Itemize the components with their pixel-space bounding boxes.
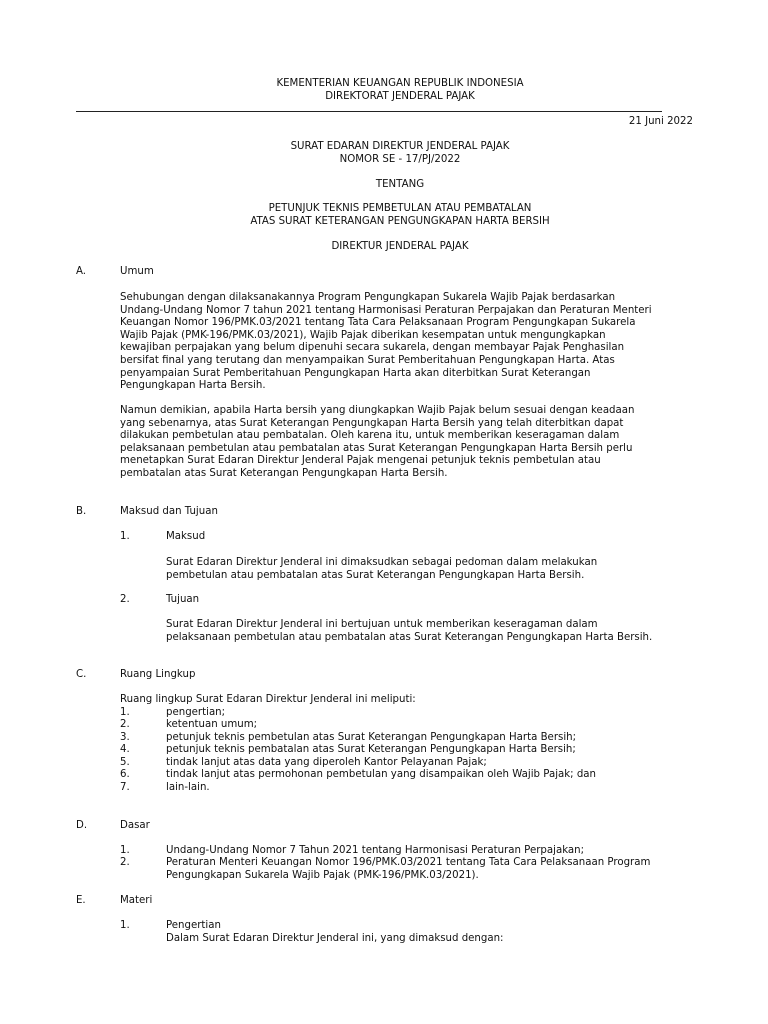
section-e-heading: Materi	[120, 895, 153, 906]
section-e-item-1-number: 1.	[120, 920, 130, 931]
section-e-letter: E.	[76, 895, 86, 906]
section-e-item-1-title: Pengertian	[166, 920, 221, 931]
text-line: dilakukan pembetulan atau pembatalan. Oleh karena itu, untuk memberikan keseragaman dalam	[120, 430, 620, 442]
subject-line-2: ATAS SURAT KETERANGAN PENGUNGKAPAN HARTA BERSIH	[250, 216, 550, 227]
list-number: 6.	[120, 769, 130, 780]
section-b-letter: B.	[76, 506, 87, 517]
section-a-letter: A.	[76, 266, 87, 277]
section-b-item-1-number: 1.	[120, 531, 130, 542]
section-b-item-1-title: Maksud	[166, 531, 206, 542]
section-c-heading: Ruang Lingkup	[120, 669, 196, 680]
issuer-title: DIREKTUR JENDERAL PAJAK	[331, 241, 469, 252]
section-a-heading: Umum	[120, 266, 154, 277]
text-line: Keuangan Nomor 196/PMK.03/2021 tentang Tata Cara Pelaksanaan Program Pengungkapan Sukarela	[120, 317, 636, 329]
subject-line-1: PETUNJUK TEKNIS PEMBETULAN ATAU PEMBATALAN	[268, 203, 532, 214]
section-a-paragraph-1	[120, 292, 652, 393]
section-b-item-2-title: Tujuan	[166, 594, 200, 605]
list-number: 5.	[120, 757, 130, 768]
text-line: bersifat final yang terutang dan menyampaikan Surat Pemberitahuan Pengungkapan Harta. Atas	[120, 354, 615, 366]
text-line: yang sebenarnya, atas Surat Keterangan Pengungkapan Harta Bersih yang telah diterbitkan dapat	[120, 417, 624, 429]
text-line: pembetulan atau pembatalan atas Surat Keterangan Pengungkapan Harta Bersih.	[166, 569, 585, 581]
directorate-name: DIREKTORAT JENDERAL PAJAK	[325, 91, 475, 102]
text-line: pelaksanaan pembetulan atau pembatalan atas Surat Keterangan Pengungkapan Harta Bersih.	[166, 631, 653, 643]
section-b-item-2-text	[166, 619, 652, 644]
text-line: Sehubungan dengan dilaksanakannya Program Pengungkapan Sukarela Wajib Pajak berdasarkan	[120, 292, 616, 303]
text-line: Undang-Undang Nomor 7 tahun 2021 tentang Harmonisasi Peraturan Perpajakan dan Peraturan Menteri	[120, 304, 652, 316]
list-number: 1.	[120, 707, 130, 718]
text-line: penyampaian Surat Pemberitahuan Pengungkapan Harta akan diterbitkan Surat Keterangan	[120, 367, 591, 379]
list-item	[166, 857, 650, 882]
text-line: Namun demikian, apabila Harta bersih yang diungkapkan Wajib Pajak belum sesuai dengan keadaan	[120, 405, 635, 416]
section-d-heading: Dasar	[120, 820, 150, 831]
section-d-letter: D.	[76, 820, 88, 831]
section-e-item-1-text: Dalam Surat Edaran Direktur Jenderal ini, yang dimaksud dengan:	[166, 933, 504, 944]
list-number: 4.	[120, 744, 130, 755]
text-line: kewajiban perpajakan yang belum dipenuhi secara sukarela, dengan membayar Pajak Penghasilan	[120, 342, 625, 354]
text-line: Pengungkapan Harta Bersih.	[120, 380, 266, 392]
list-item: lain-lain.	[166, 782, 210, 793]
ministry-name: KEMENTERIAN KEUANGAN REPUBLIK INDONESIA	[276, 78, 524, 89]
document-number: NOMOR SE - 17/PJ/2022	[339, 154, 461, 165]
list-number: 2.	[120, 719, 130, 730]
section-b-item-1-text	[166, 557, 597, 582]
list-item: tindak lanjut atas permohonan pembetulan yang disampaikan oleh Wajib Pajak; dan	[166, 769, 596, 780]
text-line: Pengungkapan Sukarela Wajib Pajak (PMK-196/PMK.03/2021).	[166, 869, 479, 881]
document-type: SURAT EDARAN DIREKTUR JENDERAL PAJAK	[290, 141, 510, 152]
list-number: 3.	[120, 732, 130, 743]
list-item: pengertian;	[166, 707, 226, 718]
document-date: 21 Juni 2022	[628, 116, 693, 127]
text-line: menetapkan Surat Edaran Direktur Jenderal Pajak mengenai petunjuk teknis pembetulan atau	[120, 455, 601, 467]
section-b-item-2-number: 2.	[120, 594, 130, 605]
text-line: pelaksanaan pembetulan atau pembatalan atas Surat Keterangan Pengungkapan Harta Bersih perlu	[120, 442, 633, 454]
list-number: 7.	[120, 782, 130, 793]
section-c-intro: Ruang lingkup Surat Edaran Direktur Jenderal ini meliputi:	[120, 694, 416, 705]
list-number: 2.	[120, 857, 130, 868]
about-label: TENTANG	[375, 179, 425, 190]
section-b-heading: Maksud dan Tujuan	[120, 506, 218, 517]
text-line: Surat Edaran Direktur Jenderal ini dimaksudkan sebagai pedoman dalam melakukan	[166, 557, 598, 568]
list-item: Undang-Undang Nomor 7 Tahun 2021 tentang Harmonisasi Peraturan Perpajakan;	[166, 845, 585, 856]
section-c-letter: C.	[76, 669, 87, 680]
list-item: petunjuk teknis pembatalan atas Surat Keterangan Pengungkapan Harta Bersih;	[166, 744, 576, 755]
list-item: petunjuk teknis pembetulan atas Surat Keterangan Pengungkapan Harta Bersih;	[166, 732, 577, 743]
list-item: tindak lanjut atas data yang diperoleh Kantor Pelayanan Pajak;	[166, 757, 487, 768]
text-line: Surat Edaran Direktur Jenderal ini bertujuan untuk memberikan keseragaman dalam	[166, 619, 598, 630]
list-number: 1.	[120, 845, 130, 856]
text-line: Peraturan Menteri Keuangan Nomor 196/PMK.03/2021 tentang Tata Cara Pelaksanaan Program	[166, 857, 651, 868]
text-line: pembatalan atas Surat Keterangan Pengungkapan Harta Bersih.	[120, 467, 448, 479]
section-a-paragraph-2	[120, 405, 634, 481]
header-divider	[76, 111, 662, 112]
list-item: ketentuan umum;	[166, 719, 258, 730]
text-line: Wajib Pajak (PMK-196/PMK.03/2021), Wajib Pajak diberikan kesempatan untuk mengungkapkan	[120, 329, 606, 341]
